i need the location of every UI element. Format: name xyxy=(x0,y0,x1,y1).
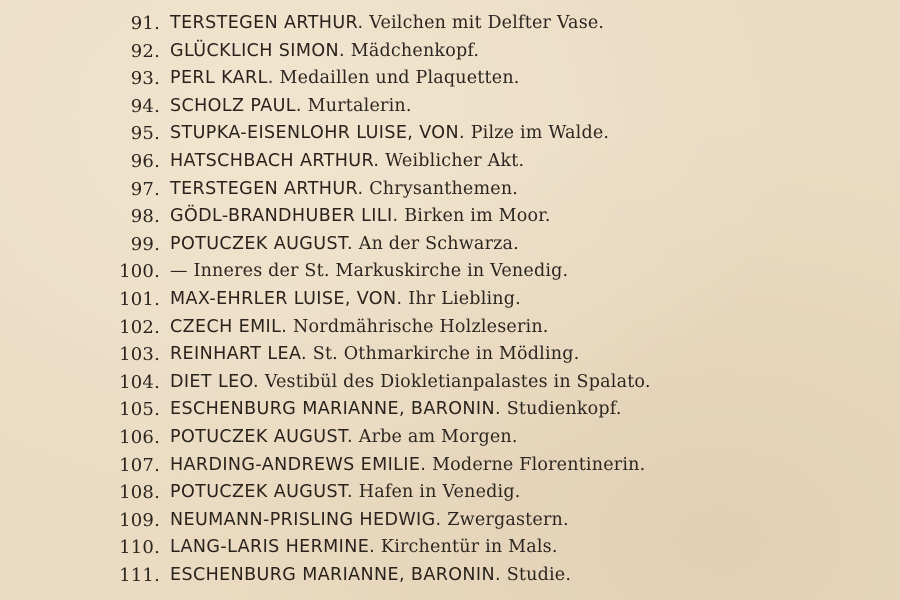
artist-name: DIET LEO. xyxy=(170,371,259,392)
entry-number: 98. xyxy=(130,206,160,228)
catalog-entry xyxy=(0,286,900,314)
catalog-entry xyxy=(0,120,900,148)
artwork-title: Chrysanthemen. xyxy=(369,178,519,199)
catalog-entry xyxy=(0,341,900,369)
artwork-title: Hafen in Venedig. xyxy=(358,482,521,503)
artwork-title: Vestibül des Diokletianpalastes in Spalato. xyxy=(264,371,651,392)
artwork-title: Weiblicher Akt. xyxy=(385,150,525,171)
artwork-title: St. Othmarkirche in Mödling. xyxy=(312,344,580,365)
entry-number: 91. xyxy=(130,13,160,34)
artwork-title: Kirchentür in Mals. xyxy=(380,537,558,558)
entry-text xyxy=(170,10,604,38)
entry-number: 104. xyxy=(119,371,160,393)
entry-number: 109. xyxy=(119,509,160,531)
artwork-title: Zwergastern. xyxy=(447,509,569,530)
entry-text xyxy=(170,424,518,452)
entry-number: 111. xyxy=(119,564,160,586)
entry-number: 108. xyxy=(119,482,160,504)
entry-number: 93. xyxy=(130,68,160,90)
entry-number: 95. xyxy=(130,123,160,145)
entry-text xyxy=(170,231,519,259)
catalog-entry xyxy=(0,203,900,231)
artist-name: GÖDL-BRANDHUBER LILI. xyxy=(170,206,399,227)
entry-text xyxy=(170,93,412,121)
entry-number: 106. xyxy=(119,426,160,448)
entry-text xyxy=(170,479,521,507)
entry-text xyxy=(170,286,521,314)
catalog-entry xyxy=(0,65,900,93)
entry-text xyxy=(170,534,558,562)
entry-number: 107. xyxy=(119,454,160,476)
artist-name: SCHOLZ PAUL. xyxy=(170,95,302,116)
artist-name: PERL KARL. xyxy=(170,68,274,89)
entry-text xyxy=(170,38,479,66)
catalog-entry xyxy=(0,534,900,562)
catalog-entry xyxy=(0,10,900,38)
catalog-entry xyxy=(0,176,900,204)
entry-text xyxy=(170,562,571,590)
entry-text xyxy=(170,341,579,369)
artwork-title: — Inneres der St. Markuskirche in Venedig. xyxy=(170,261,569,282)
catalog-entry-list xyxy=(0,10,900,589)
entry-number: 92. xyxy=(130,40,160,62)
artwork-title: Arbe am Morgen. xyxy=(358,426,518,447)
entry-text xyxy=(170,120,609,148)
entry-text xyxy=(170,258,568,286)
catalog-entry xyxy=(0,93,900,121)
artwork-title: Mädchenkopf. xyxy=(350,40,480,61)
artwork-title: Studienkopf. xyxy=(506,399,622,420)
artist-name: STUPKA-EISENLOHR LUISE, VON. xyxy=(170,123,465,144)
catalog-entry xyxy=(0,424,900,452)
artist-name: POTUCZEK AUGUST. xyxy=(170,233,353,254)
catalog-entry xyxy=(0,396,900,424)
artist-name: HATSCHBACH ARTHUR. xyxy=(170,150,380,171)
entry-text xyxy=(170,507,569,535)
catalog-entry xyxy=(0,507,900,535)
entry-number: 97. xyxy=(130,178,160,200)
catalog-entry xyxy=(0,452,900,480)
entry-number: 105. xyxy=(119,399,160,421)
artwork-title: An der Schwarza. xyxy=(358,233,519,254)
artist-name: CZECH EMIL. xyxy=(170,316,288,337)
entry-text xyxy=(170,396,622,424)
entry-number: 101. xyxy=(119,288,160,310)
catalog-entry xyxy=(0,562,900,590)
entry-text xyxy=(170,203,551,231)
entry-number: 96. xyxy=(130,150,160,172)
entry-number: 103. xyxy=(119,344,160,366)
entry-text xyxy=(170,176,518,204)
artist-name: POTUCZEK AUGUST. xyxy=(170,426,353,447)
catalog-entry xyxy=(0,38,900,66)
entry-number: 100. xyxy=(119,261,160,283)
catalog-entry xyxy=(0,231,900,259)
artist-name: ESCHENBURG MARIANNE, BARONIN. xyxy=(170,399,501,420)
catalog-entry xyxy=(0,369,900,397)
entry-text xyxy=(170,314,549,342)
artwork-title: Birken im Moor. xyxy=(404,206,551,227)
catalog-entry xyxy=(0,148,900,176)
artist-name: TERSTEGEN ARTHUR. xyxy=(170,13,364,33)
artist-name: TERSTEGEN ARTHUR. xyxy=(170,178,364,199)
artist-name: MAX-EHRLER LUISE, VON. xyxy=(170,288,403,309)
artwork-title: Pilze im Walde. xyxy=(470,123,610,144)
catalog-entry xyxy=(0,314,900,342)
artwork-title: Murtalerin. xyxy=(307,95,412,116)
artwork-title: Nordmährische Holzleserin. xyxy=(293,316,549,337)
artwork-title: Studie. xyxy=(506,564,572,585)
catalog-entry xyxy=(0,258,900,286)
artist-name: POTUCZEK AUGUST. xyxy=(170,482,353,503)
entry-text xyxy=(170,148,524,176)
entry-number: 110. xyxy=(119,537,160,559)
artist-name: LANG-LARIS HERMINE. xyxy=(170,537,376,558)
entry-number: 99. xyxy=(130,233,160,255)
entry-number: 102. xyxy=(119,316,160,338)
catalog-entry xyxy=(0,479,900,507)
artwork-title: Veilchen mit Delfter Vase. xyxy=(369,13,605,33)
artist-name: ESCHENBURG MARIANNE, BARONIN. xyxy=(170,564,501,585)
entry-number: 94. xyxy=(130,95,160,117)
entry-text xyxy=(170,65,520,93)
artist-name: NEUMANN-PRISLING HEDWIG. xyxy=(170,509,442,530)
artwork-title: Medaillen und Plaquetten. xyxy=(279,68,520,89)
entry-text xyxy=(170,452,645,480)
artist-name: HARDING-ANDREWS EMILIE. xyxy=(170,454,427,475)
entry-text xyxy=(170,369,651,397)
artwork-title: Moderne Florentinerin. xyxy=(432,454,646,475)
artist-name: GLÜCKLICH SIMON. xyxy=(170,40,345,61)
artwork-title: Ihr Liebling. xyxy=(408,288,521,309)
artist-name: REINHART LEA. xyxy=(170,344,307,365)
